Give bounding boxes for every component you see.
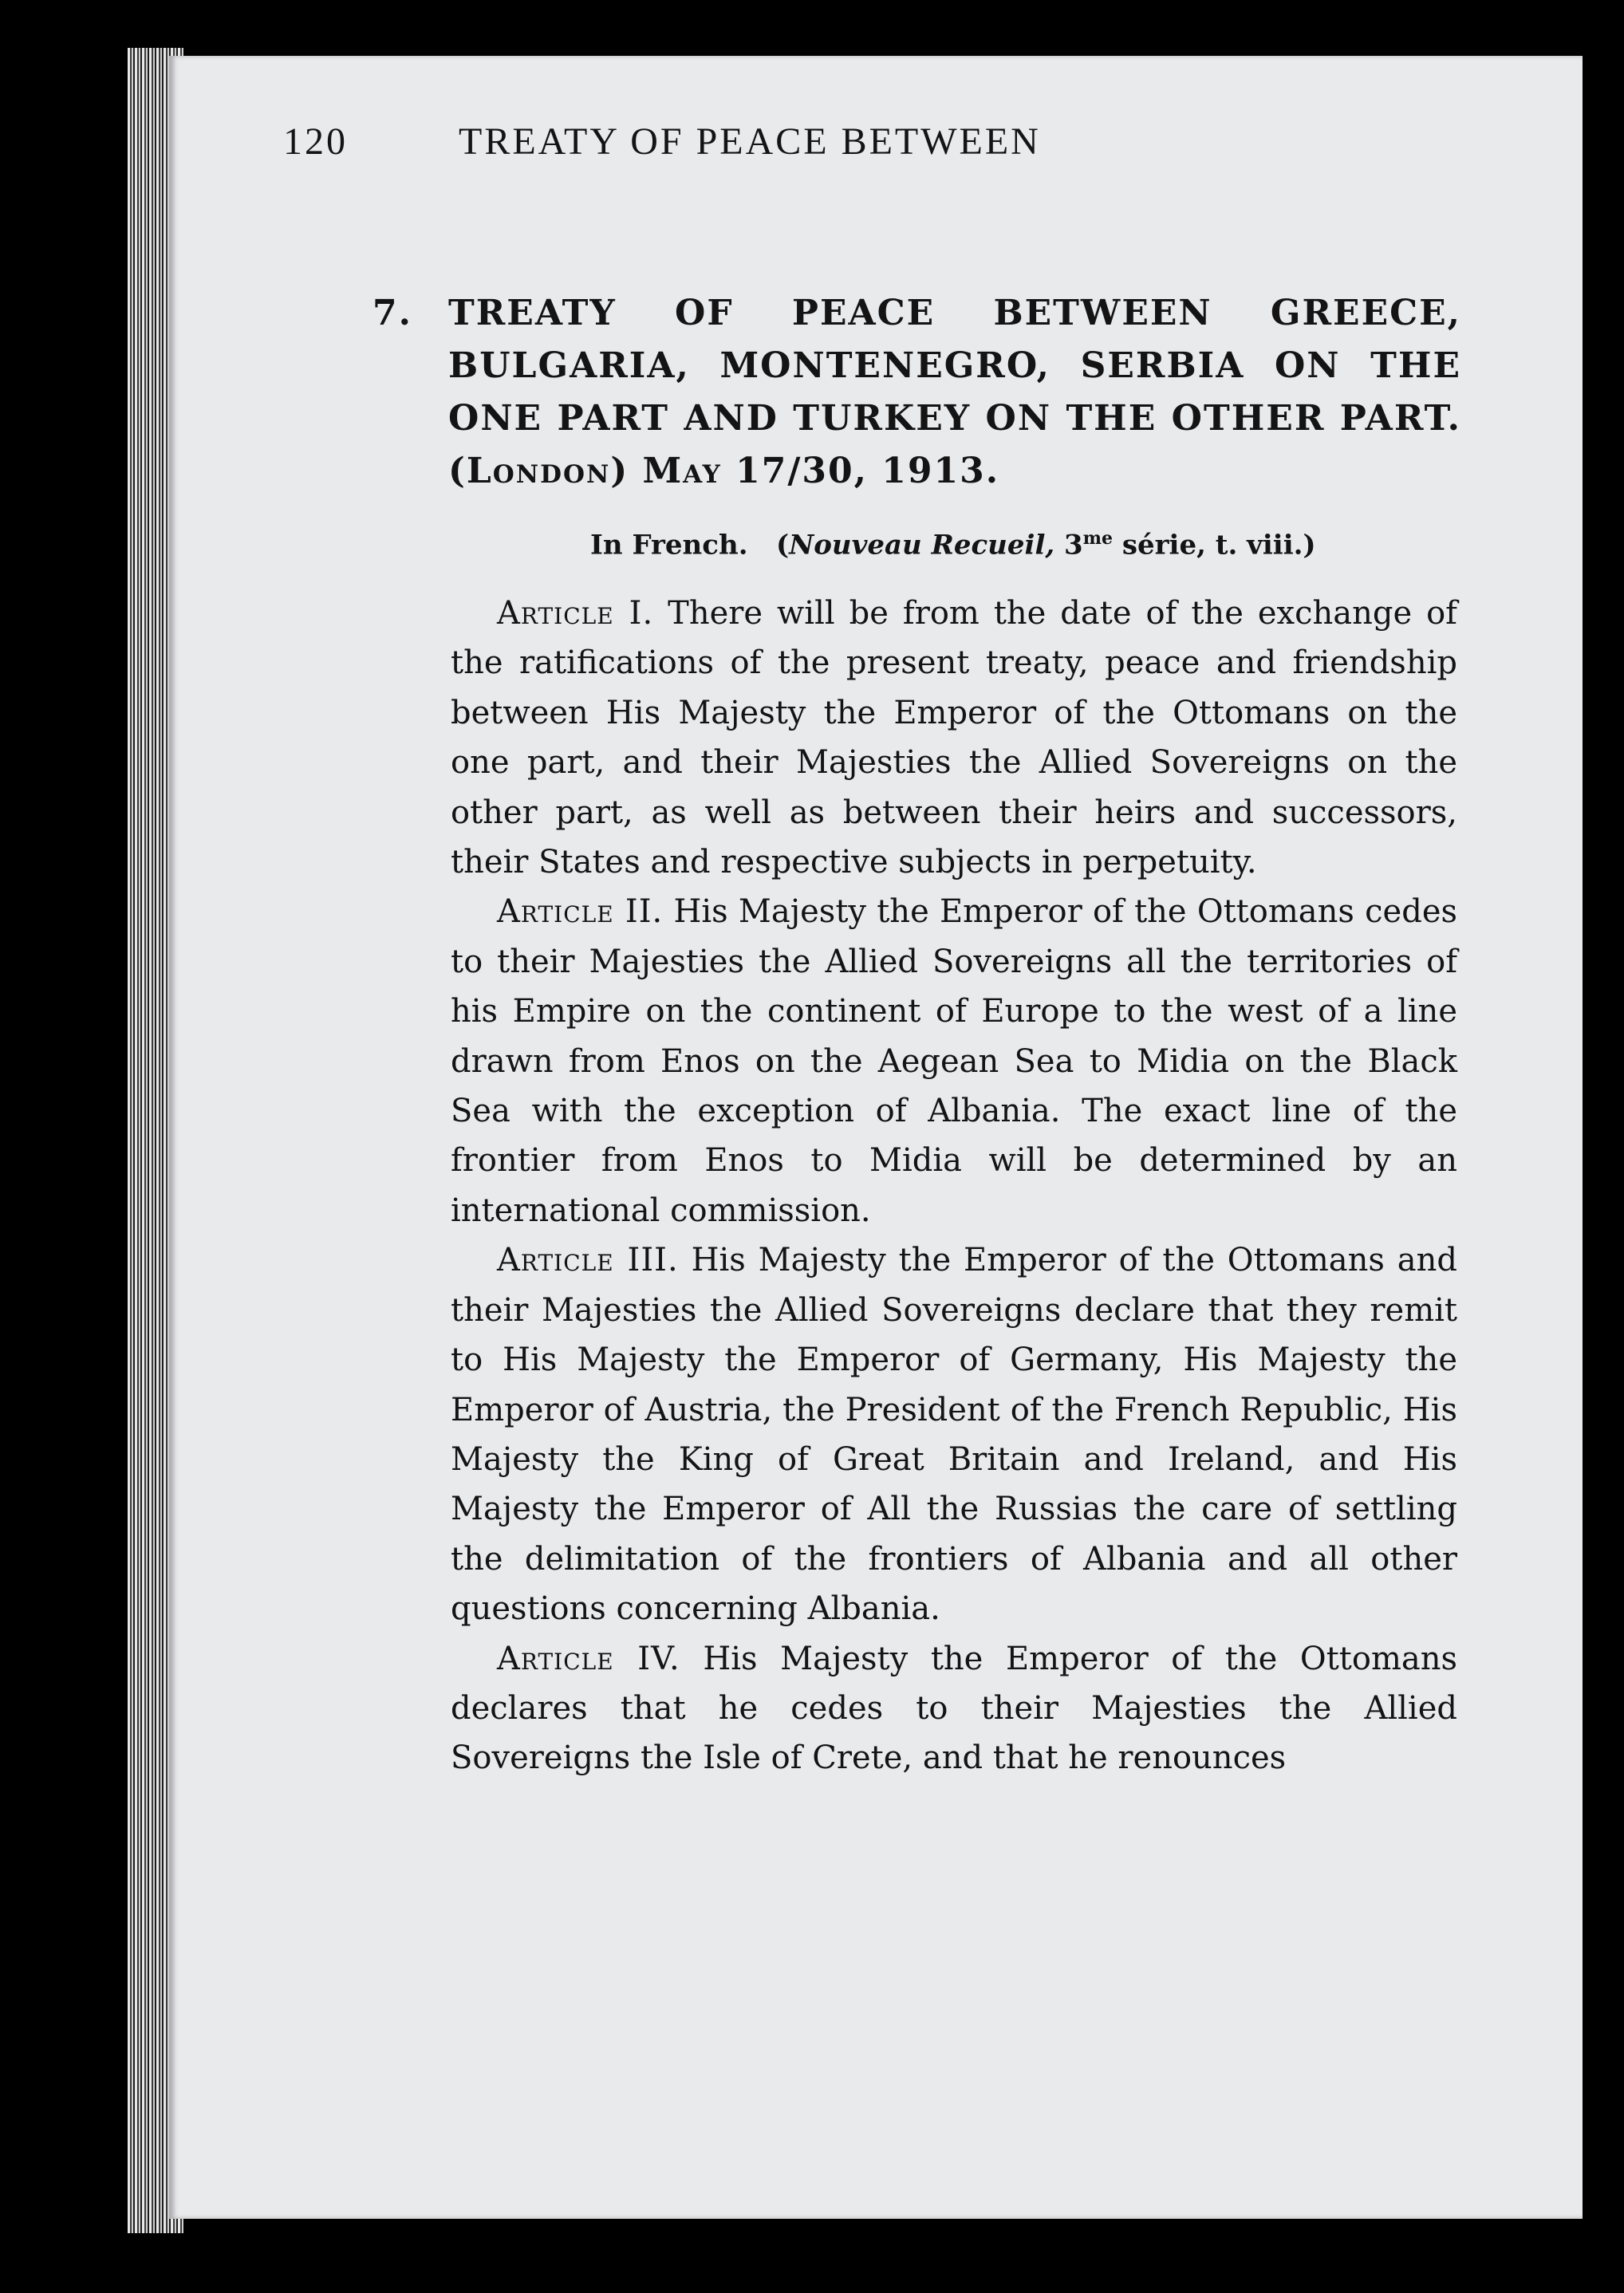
source-series-rest: série, t. viii.) [1121, 529, 1316, 561]
article-label: Article IV. [497, 1640, 680, 1677]
source-open: ( [776, 529, 790, 561]
treaty-date: May 17/30, 1913. [642, 451, 1000, 491]
article-paragraph [451, 887, 1457, 1235]
article-paragraph [451, 1634, 1457, 1783]
article-label: Article I. [497, 595, 654, 632]
source-series-num: 3 [1064, 529, 1083, 561]
treaty-title-main: TREATY OF PEACE BETWEEN GREECE, BULGARIA, MONTENEGRO, SERBIA ON THE ONE PART AND TURKEY ON THE OTHER PART. [448, 293, 1461, 439]
running-title: TREATY OF PEACE BETWEEN [459, 120, 1041, 163]
article-text: His Majesty the Emperor of the Ottomans cedes to their Majesties the Allied Sovereigns all the territories of his Empire on the continent of Europe to the west of a line drawn from Enos on the Aegean Sea to Midia on the Black Sea with the exception of Albania. The exact line of the frontier from Enos to Midia will be determined by an international commission. [451, 893, 1458, 1229]
treaty-body [451, 589, 1457, 1783]
article-text: His Majesty the Emperor of the Ottomans and their Majesties the Allied Sovereigns declare that they remit to His Majesty the Emperor of Germany, His Majesty the Emperor of Austria, the President of the French Republic, His Majesty the King of Great Britain and Ireland, and His Majesty the Emperor of All the Russias the care of settling the delimitation of the frontiers of Albania and all other questions concerning Albania. [451, 1242, 1457, 1628]
source-collection: Nouveau Recueil, [789, 529, 1055, 561]
source-series-sup: me [1082, 528, 1113, 549]
article-text: There will be from the date of the exchange of the ratifications of the present treaty, peace and friendship between His Majesty the Emperor of the Ottomans on the one part, and their Majesties the Allied Sovereigns on the other part, as well as between their heirs and successors, their States and respective subjects in perpetuity. [451, 595, 1457, 881]
treaty-title [372, 287, 1461, 498]
article-label: Article II. [497, 893, 664, 931]
source-language: In French. [590, 529, 748, 561]
source-citation [590, 528, 1316, 561]
article-label: Article III. [497, 1242, 679, 1279]
treaty-place: (London) [448, 451, 629, 491]
article-paragraph [451, 1235, 1457, 1633]
treaty-number: 7. [372, 293, 412, 333]
article-paragraph [451, 589, 1457, 887]
running-header [283, 120, 1272, 167]
article-text: His Majesty the Emperor of the Ottomans declares that he cedes to their Majesties the Allied Sovereigns the Isle of Crete, and that he renounces [451, 1640, 1458, 1777]
page-number: 120 [283, 120, 348, 163]
